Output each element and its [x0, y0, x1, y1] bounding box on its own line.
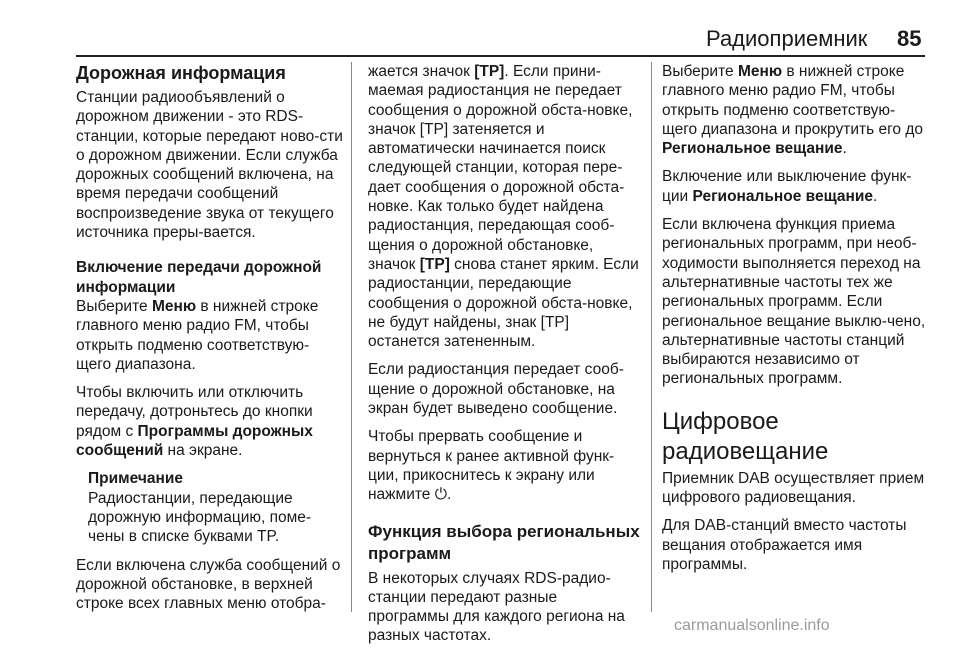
column-divider	[351, 62, 352, 612]
paragraph: Чтобы прервать сообщение и вернуться к ранее активной функ-ции, прикоснитесь к экрану или нажмите ⏻.	[368, 428, 615, 504]
paragraph: Если включена служба сообщений о дорожной обстановке, в верхней строке всех главных меню отобра-	[76, 556, 341, 613]
paragraph: Приемник DAB осуществляет прием цифрового радиовещания.	[662, 469, 925, 507]
note-block	[88, 469, 344, 546]
section-heading: Дорожная информация	[76, 63, 286, 83]
paragraph: Если включена функция приема региональных программ, при необ-ходимости выполняется переход на альтернативные частоты тех же региональных программ. Если региональное вещание выклю-чено, альтернативные частоты станций выбираются независимо от региональных программ.	[662, 216, 926, 388]
page-number: 85	[897, 26, 922, 51]
subsection-heading: Включение передачи дорожной информации	[76, 259, 322, 296]
paragraph: Чтобы включить или отключить передачу, дотроньтесь до кнопки рядом с Программы дорожных сообщений на экране.	[76, 384, 313, 460]
column-1	[76, 62, 344, 622]
paragraph: Для DAB-станций вместо частоты вещания отображается имя программы.	[662, 517, 907, 573]
paragraph: жается значок [TP]. Если прини-маемая радиостанция не передает сообщения о дорожной обста-новке, значок [TP] затеняется и автоматически начинается поиск следующей станции, которая пере-дает сообщения о дорожной обста-новке. Как только будет найдена радиостанция, передающая сооб-щения о дорожной обстановке, значок [TP] снова станет ярким. Если радиостанции, передающие сообщения о дорожной обста-новке, не будут найдены, знак [TP] останется затененным.	[368, 63, 639, 351]
menu-term: Меню	[737, 63, 783, 80]
menu-term: Региональное вещание	[692, 187, 873, 205]
note-title: Примечание	[88, 470, 183, 488]
menu-term: Региональное вещание	[662, 140, 843, 158]
subsection-heading: Функция выбора региональных программ	[368, 521, 640, 563]
column-3	[662, 62, 930, 583]
paragraph: Выберите Меню в нижней строке главного меню радио FM, чтобы открыть подменю соответствую-щего диапазона.	[76, 297, 319, 373]
note-text: Радиостанции, передающие дорожную информацию, поме-чены в списке буквами TP.	[88, 489, 312, 546]
section-heading: Цифровое радиовещание	[662, 407, 829, 465]
menu-term: Меню	[151, 297, 197, 315]
paragraph: Станции радиообъявлений о дорожном движении - это RDS-станции, которые передают ново-сти о дорожном движении. Если служба дорожных сообщений включена, на время передачи сообщений воспроизведение звука от текущего источника преры-вается.	[76, 89, 343, 242]
paragraph: Если радиостанция передает сооб-щение о дорожной обстановке, на экран будет выведено сообщение.	[368, 361, 624, 418]
tp-symbol: [TP]	[474, 63, 505, 80]
paragraph: Включение или выключение функ-ции Региональное вещание.	[662, 168, 912, 205]
paragraph: В некоторых случаях RDS-радио-станции передают разные программы для каждого региона на разных частотах.	[368, 569, 625, 645]
page-header	[0, 26, 960, 56]
chapter-title: Радиоприемник	[706, 26, 868, 51]
paragraph: Выберите Меню в нижней строке главного меню радио FM, чтобы открыть подменю соответствую-щего диапазона и прокрутить его до Региональное вещание.	[662, 63, 923, 158]
tp-symbol: [TP]	[419, 255, 450, 273]
column-2	[368, 62, 640, 655]
menu-term: Программы дорожных сообщений	[76, 422, 313, 460]
watermark: carmanualsonline.info	[674, 617, 830, 634]
column-divider	[651, 62, 652, 612]
header-rule	[76, 55, 925, 57]
